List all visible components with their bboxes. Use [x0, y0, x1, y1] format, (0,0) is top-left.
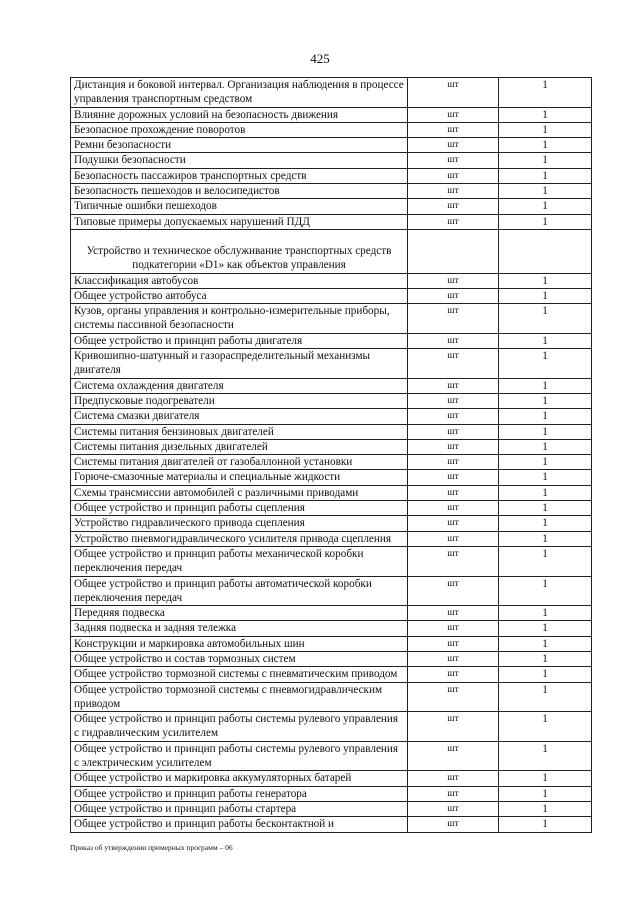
item-name: Подушки безопасности [71, 153, 408, 168]
item-name: Общее устройство и принцип работы системы рулевого управления с электрическим усилителем [71, 741, 408, 771]
item-name: Безопасность пешеходов и велосипедистов [71, 184, 408, 199]
table-body [71, 78, 592, 833]
item-quantity: 1 [499, 153, 592, 168]
table-row [71, 546, 592, 576]
item-name: Типовые примеры допускаемых нарушений ПДД [71, 214, 408, 229]
table-row [71, 636, 592, 651]
item-quantity: 1 [499, 304, 592, 334]
item-unit: шт [408, 667, 499, 682]
item-name: Общее устройство и состав тормозных систем [71, 651, 408, 666]
item-unit: шт [408, 485, 499, 500]
table-row [71, 531, 592, 546]
item-name: Общее устройство и принцип работы двигателя [71, 333, 408, 348]
footer-note: Приказ об утверждении примерных программ – 06 [70, 843, 233, 852]
item-quantity: 1 [499, 606, 592, 621]
table-row [71, 78, 592, 108]
table-row [71, 273, 592, 288]
item-unit: шт [408, 184, 499, 199]
item-quantity: 1 [499, 682, 592, 712]
table-row [71, 771, 592, 786]
item-quantity: 1 [499, 546, 592, 576]
item-unit: шт [408, 304, 499, 334]
table-row [71, 576, 592, 606]
item-quantity: 1 [499, 470, 592, 485]
table-row [71, 349, 592, 379]
item-name: Передняя подвеска [71, 606, 408, 621]
item-unit: шт [408, 470, 499, 485]
item-quantity: 1 [499, 184, 592, 199]
item-unit: шт [408, 122, 499, 137]
table-row [71, 378, 592, 393]
item-unit: шт [408, 501, 499, 516]
item-name: Конструкции и маркировка автомобильных шин [71, 636, 408, 651]
table-row [71, 485, 592, 500]
item-quantity [499, 229, 592, 273]
item-unit: шт [408, 439, 499, 454]
page-number: 425 [310, 51, 330, 66]
item-name: Ремни безопасности [71, 138, 408, 153]
table-row [71, 153, 592, 168]
table-row [71, 651, 592, 666]
table-row [71, 516, 592, 531]
item-quantity: 1 [499, 168, 592, 183]
item-name: Системы питания бензиновых двигателей [71, 424, 408, 439]
item-unit: шт [408, 288, 499, 303]
table-row [71, 138, 592, 153]
item-quantity: 1 [499, 78, 592, 108]
item-quantity: 1 [499, 455, 592, 470]
item-quantity: 1 [499, 199, 592, 214]
item-name: Общее устройство тормозной системы с пневматическим приводом [71, 667, 408, 682]
section-heading-row [71, 229, 592, 273]
item-unit: шт [408, 78, 499, 108]
item-name: Горюче-смазочные материалы и специальные жидкости [71, 470, 408, 485]
item-name: Схемы трансмиссии автомобилей с различными приводами [71, 485, 408, 500]
item-quantity: 1 [499, 273, 592, 288]
equipment-table [70, 77, 592, 833]
item-name: Предпусковые подогреватели [71, 393, 408, 408]
item-unit: шт [408, 107, 499, 122]
item-quantity: 1 [499, 333, 592, 348]
item-quantity: 1 [499, 636, 592, 651]
item-name: Общее устройство и принцип работы автоматической коробки переключения передач [71, 576, 408, 606]
table-row [71, 606, 592, 621]
table-row [71, 393, 592, 408]
item-name: Типичные ошибки пешеходов [71, 199, 408, 214]
table-row [71, 168, 592, 183]
item-name: Система охлаждения двигателя [71, 378, 408, 393]
table-row [71, 741, 592, 771]
item-quantity: 1 [499, 288, 592, 303]
table-row [71, 712, 592, 742]
table-row [71, 817, 592, 832]
table-row [71, 304, 592, 334]
item-quantity: 1 [499, 576, 592, 606]
item-name: Общее устройство и маркировка аккумуляторных батарей [71, 771, 408, 786]
table-row [71, 122, 592, 137]
item-quantity: 1 [499, 621, 592, 636]
section-title: Устройство и техническое обслуживание транспортных средств подкатегории «D1» как объектов управления [71, 229, 408, 273]
table-row [71, 214, 592, 229]
item-unit: шт [408, 409, 499, 424]
item-unit: шт [408, 214, 499, 229]
item-quantity: 1 [499, 424, 592, 439]
item-quantity: 1 [499, 138, 592, 153]
item-name: Общее устройство и принцип работы сцепления [71, 501, 408, 516]
item-name: Безопасность пассажиров транспортных средств [71, 168, 408, 183]
item-name: Система смазки двигателя [71, 409, 408, 424]
item-name: Влияние дорожных условий на безопасность движения [71, 107, 408, 122]
item-quantity: 1 [499, 349, 592, 379]
table-row [71, 333, 592, 348]
item-quantity: 1 [499, 439, 592, 454]
item-name: Задняя подвеска и задняя тележка [71, 621, 408, 636]
item-unit: шт [408, 378, 499, 393]
item-name: Общее устройство и принцип работы механической коробки переключения передач [71, 546, 408, 576]
table-row [71, 621, 592, 636]
item-name: Устройство гидравлического привода сцепления [71, 516, 408, 531]
item-unit: шт [408, 621, 499, 636]
item-name: Системы питания дизельных двигателей [71, 439, 408, 454]
table-row [71, 199, 592, 214]
item-quantity: 1 [499, 741, 592, 771]
item-unit: шт [408, 771, 499, 786]
table-row [71, 439, 592, 454]
item-quantity: 1 [499, 214, 592, 229]
item-name: Системы питания двигателей от газобаллонной установки [71, 455, 408, 470]
table-row [71, 409, 592, 424]
item-quantity: 1 [499, 667, 592, 682]
item-unit: шт [408, 741, 499, 771]
item-quantity: 1 [499, 107, 592, 122]
item-unit: шт [408, 651, 499, 666]
table-row [71, 786, 592, 801]
item-unit: шт [408, 786, 499, 801]
item-name: Классификация автобусов [71, 273, 408, 288]
item-quantity: 1 [499, 516, 592, 531]
item-unit: шт [408, 333, 499, 348]
item-quantity: 1 [499, 817, 592, 832]
item-unit: шт [408, 138, 499, 153]
item-quantity: 1 [499, 786, 592, 801]
item-name: Общее устройство и принцип работы системы рулевого управления с гидравлическим усилителем [71, 712, 408, 742]
item-quantity: 1 [499, 531, 592, 546]
table-row [71, 801, 592, 816]
item-name: Кривошипно-шатунный и газораспределительный механизмы двигателя [71, 349, 408, 379]
item-unit: шт [408, 636, 499, 651]
item-quantity: 1 [499, 801, 592, 816]
table-row [71, 455, 592, 470]
item-unit: шт [408, 455, 499, 470]
item-name: Общее устройство и принцип работы бесконтактной и [71, 817, 408, 832]
item-name: Общее устройство и принцип работы генератора [71, 786, 408, 801]
item-unit: шт [408, 712, 499, 742]
item-quantity: 1 [499, 651, 592, 666]
table-row [71, 184, 592, 199]
item-unit: шт [408, 801, 499, 816]
table-row [71, 501, 592, 516]
item-unit: шт [408, 424, 499, 439]
item-unit: шт [408, 393, 499, 408]
item-unit: шт [408, 273, 499, 288]
item-quantity: 1 [499, 485, 592, 500]
item-unit: шт [408, 199, 499, 214]
item-name: Дистанция и боковой интервал. Организация наблюдения в процессе управления транспортным средством [71, 78, 408, 108]
item-unit: шт [408, 168, 499, 183]
item-unit: шт [408, 682, 499, 712]
table-row [71, 470, 592, 485]
item-unit: шт [408, 531, 499, 546]
table-row [71, 288, 592, 303]
item-name: Безопасное прохождение поворотов [71, 122, 408, 137]
item-name: Кузов, органы управления и контрольно-измерительные приборы, системы пассивной безопасности [71, 304, 408, 334]
item-unit: шт [408, 349, 499, 379]
item-quantity: 1 [499, 378, 592, 393]
item-unit: шт [408, 576, 499, 606]
item-name: Общее устройство и принцип работы стартера [71, 801, 408, 816]
item-name: Общее устройство тормозной системы с пневмогидравлическим приводом [71, 682, 408, 712]
item-name: Устройство пневмогидравлического усилителя привода сцепления [71, 531, 408, 546]
item-quantity: 1 [499, 712, 592, 742]
item-unit: шт [408, 546, 499, 576]
item-quantity: 1 [499, 122, 592, 137]
table-row [71, 682, 592, 712]
item-unit: шт [408, 606, 499, 621]
table-row [71, 107, 592, 122]
item-unit: шт [408, 153, 499, 168]
item-quantity: 1 [499, 409, 592, 424]
item-unit: шт [408, 516, 499, 531]
table-row [71, 667, 592, 682]
item-unit: шт [408, 817, 499, 832]
item-quantity: 1 [499, 501, 592, 516]
item-unit [408, 229, 499, 273]
item-quantity: 1 [499, 771, 592, 786]
item-quantity: 1 [499, 393, 592, 408]
table-row [71, 424, 592, 439]
item-name: Общее устройство автобуса [71, 288, 408, 303]
